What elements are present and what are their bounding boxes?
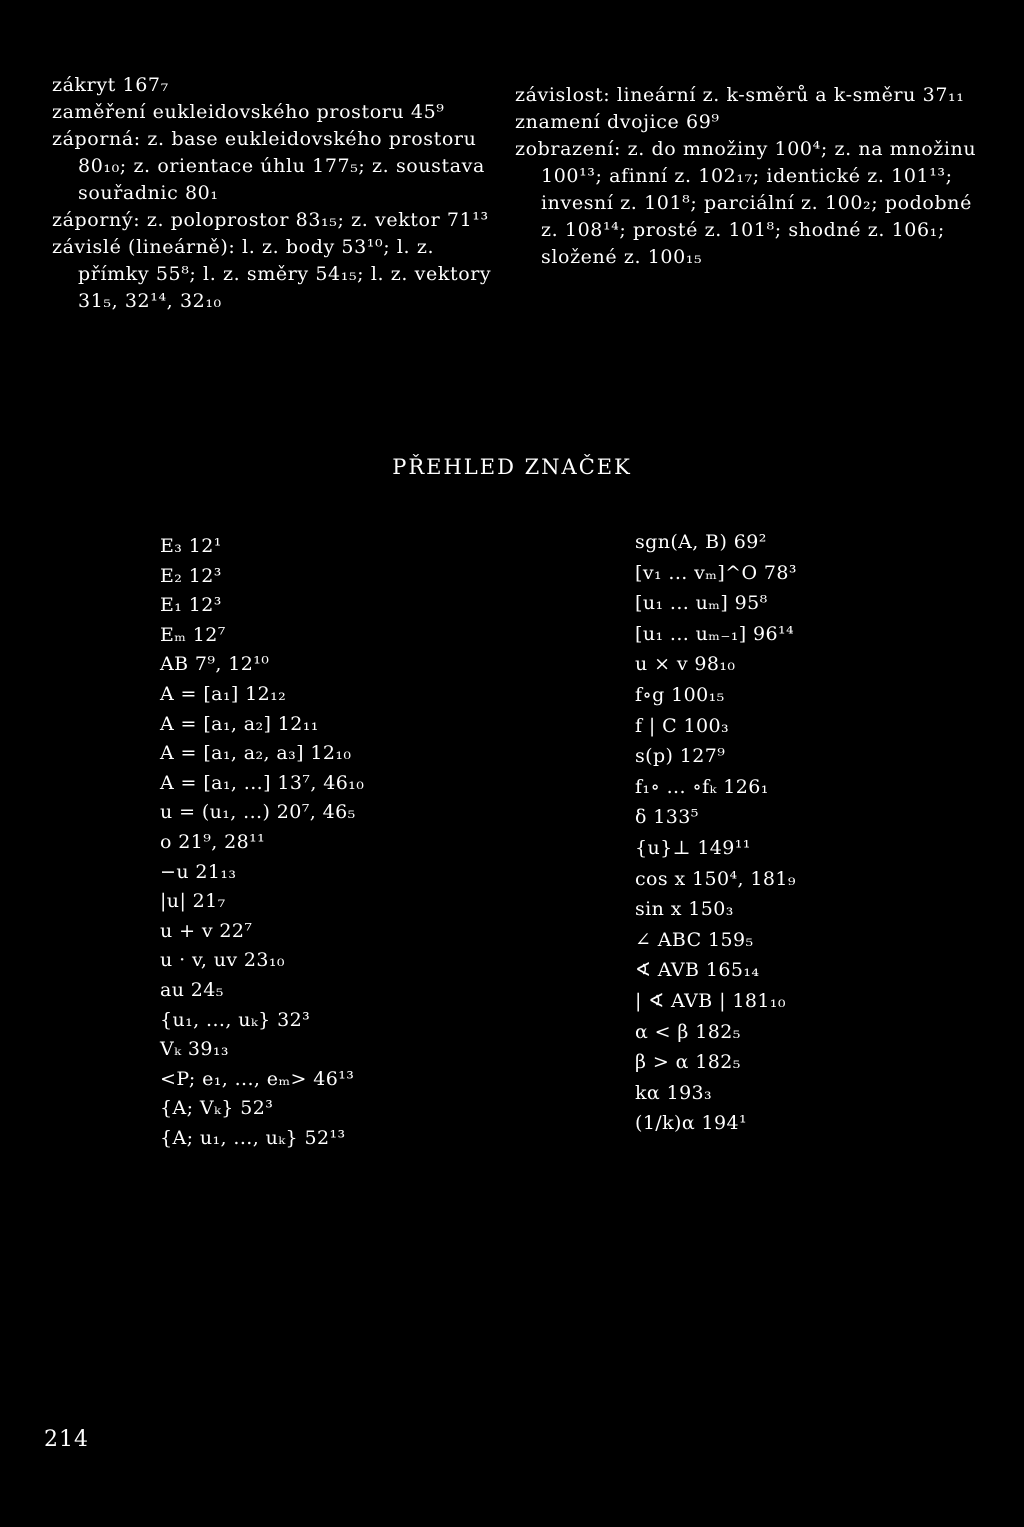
symbol-entry: <P; e₁, ..., eₘ> 46¹³ — [160, 1067, 355, 1090]
symbol-entry: β > α 182₅ — [635, 1051, 741, 1074]
symbol-entry: [v₁ ... vₘ]^O 78³ — [635, 561, 797, 584]
symbol-entry: f₁∘ ... ∘fₖ 126₁ — [635, 775, 769, 798]
symbol-entry: {A; Vₖ} 52³ — [160, 1097, 274, 1120]
symbol-entry: [u₁ ... uₘ] 95⁸ — [635, 592, 768, 615]
symbol-entry: sin x 150₃ — [635, 898, 734, 921]
symbol-entry: s(p) 127⁹ — [635, 745, 726, 768]
symbol-entry: {A; u₁, ..., uₖ} 52¹³ — [160, 1126, 346, 1149]
symbol-entry: A = [a₁, a₂, a₃] 12₁₀ — [160, 742, 352, 765]
symbol-entry: E₃ 12¹ — [160, 535, 222, 557]
index-entry: závislé (lineárně): l. z. body 53¹⁰; l. z. přímky 55⁸; l. z. směry 54₁₅; l. z. vektory 31₅, 32¹⁴, 32₁₀ — [52, 236, 492, 312]
index-entry: zákryt 167₇ — [52, 74, 169, 96]
symbol-entry: f∘g 100₁₅ — [635, 683, 725, 706]
symbol-entry: ∠ ABC 159₅ — [635, 928, 754, 951]
symbol-entry: AB 7⁹, 12¹⁰ — [160, 653, 270, 676]
symbol-entry: ∢ AVB 165₁₄ — [635, 959, 760, 982]
symbol-entry: | ∢ AVB | 181₁₀ — [635, 989, 786, 1012]
symbol-entry: u × v 98₁₀ — [635, 653, 736, 676]
symbol-entry: |u| 21₇ — [160, 890, 226, 913]
symbol-entry: (1/k)α 194¹ — [635, 1112, 747, 1135]
index-entry: závislost: lineární z. k-směrů a k-směru 37₁₁ — [515, 84, 965, 106]
index-entry: zobrazení: z. do množiny 100⁴; z. na množinu 100¹³; afinní z. 102₁₇; identické z. 101¹³; invesní z. 101⁸; parciální z. 100₂; podobné z. 108¹⁴; prosté z. 101⁸; shodné z. 106₁; složené z. 100₁₅ — [515, 138, 977, 268]
symbol-entry: u · v, uv 23₁₀ — [160, 949, 285, 972]
index-entry: znamení dvojice 69⁹ — [515, 111, 720, 133]
index-entry: zaměření eukleidovského prostoru 45⁹ — [52, 101, 445, 123]
index-column-left — [52, 72, 507, 315]
symbol-entry: {u}⊥ 149¹¹ — [635, 836, 751, 859]
index-column-right — [515, 82, 985, 271]
symbol-entry: {u₁, ..., uₖ} 32³ — [160, 1008, 311, 1031]
symbol-entry: E₁ 12³ — [160, 594, 222, 617]
symbol-entry: α < β 182₅ — [635, 1020, 741, 1043]
symbol-list-left — [160, 532, 460, 1153]
symbol-entry: u = (u₁, ...) 20⁷, 46₅ — [160, 801, 356, 824]
symbol-entry: δ 133⁵ — [635, 806, 699, 829]
symbol-entry: u + v 22⁷ — [160, 919, 253, 942]
symbol-entry: Eₘ 12⁷ — [160, 623, 226, 646]
symbol-entry: Vₖ 39₁₃ — [160, 1038, 229, 1061]
symbol-entry: A = [a₁, ...] 13⁷, 46₁₀ — [160, 771, 365, 794]
symbol-entry: o 21⁹, 28¹¹ — [160, 830, 266, 853]
symbol-entry: kα 193₃ — [635, 1081, 713, 1104]
symbol-entry: E₂ 12³ — [160, 564, 222, 587]
index-entry: záporný: z. poloprostor 83₁₅; z. vektor 71¹³ — [52, 209, 489, 231]
symbol-entry: A = [a₁] 12₁₂ — [160, 682, 287, 705]
symbol-entry: [u₁ ... uₘ₋₁] 96¹⁴ — [635, 622, 795, 645]
symbol-list-right — [635, 527, 965, 1139]
symbol-entry: −u 21₁₃ — [160, 860, 237, 883]
index-entry: záporná: z. base eukleidovského prostoru 80₁₀; z. orientace úhlu 177₅; z. soustava souřadnic 80₁ — [52, 128, 485, 204]
symbol-entry: f | C 100₃ — [635, 714, 729, 737]
symbol-entry: au 24₅ — [160, 978, 224, 1001]
symbol-entry: A = [a₁, a₂] 12₁₁ — [160, 712, 319, 735]
symbol-entry: cos x 150⁴, 181₉ — [635, 867, 796, 890]
symbol-entry: sgn(A, B) 69² — [635, 531, 767, 553]
page-number: 214 — [44, 1427, 89, 1452]
section-title: PŘEHLED ZNAČEK — [392, 455, 632, 479]
